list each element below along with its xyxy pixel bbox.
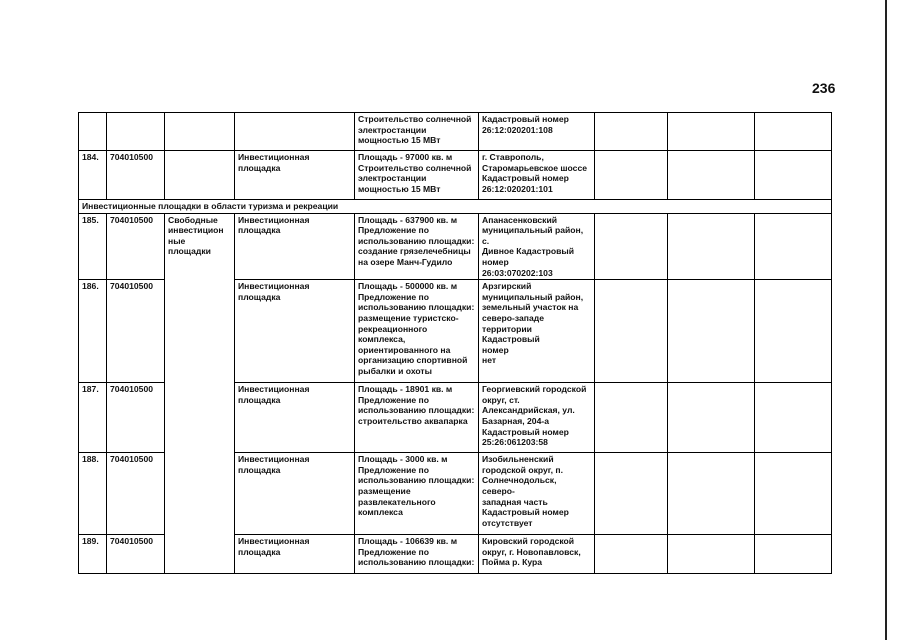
code-cell — [107, 113, 165, 151]
empty-cell — [755, 113, 832, 151]
location-cell: г. Ставрополь, Старомарьевское шоссе Кадастровый номер 26:12:020201:101 — [479, 151, 595, 200]
row-number-cell: 185. — [79, 213, 107, 280]
empty-cell — [755, 280, 832, 383]
description-cell: Площадь - 637900 кв. м Предложение по использованию площадки: создание грязелечебницы на озере Манч-Гудило — [355, 213, 479, 280]
empty-cell — [668, 453, 755, 535]
description-cell: Площадь - 500000 кв. м Предложение по использованию площадки: размещение туристско- рекреационного комплекса, ориентированного на организацию спортивной рыбалки и охоты — [355, 280, 479, 383]
location-cell: Апанасенковский муниципальный район, с. Дивное Кадастровый номер 26:03:070202:103 — [479, 213, 595, 280]
row-number-cell: 187. — [79, 383, 107, 453]
description-cell: Площадь - 3000 кв. м Предложение по использованию площадки: размещение развлекательного комплекса — [355, 453, 479, 535]
row-number-cell: 188. — [79, 453, 107, 535]
empty-cell — [595, 453, 668, 535]
description-cell: Площадь - 97000 кв. м Строительство солнечной электростанции мощностью 15 МВт — [355, 151, 479, 200]
row-number-cell — [79, 113, 107, 151]
empty-cell — [668, 535, 755, 574]
page-number: 236 — [812, 80, 836, 96]
code-cell: 704010500 — [107, 151, 165, 200]
type-cell — [235, 113, 355, 151]
type-cell: Инвестиционная площадка — [235, 383, 355, 453]
row-number-cell: 184. — [79, 151, 107, 200]
type-cell: Инвестиционная площадка — [235, 535, 355, 574]
table-row — [79, 151, 832, 200]
category-cell — [165, 113, 235, 151]
description-cell: Площадь - 18901 кв. м Предложение по использованию площадки: строительство аквапарка — [355, 383, 479, 453]
empty-cell — [595, 151, 668, 200]
type-cell: Инвестиционная площадка — [235, 453, 355, 535]
empty-cell — [668, 113, 755, 151]
empty-cell — [755, 453, 832, 535]
page-edge-line — [885, 0, 887, 640]
type-cell: Инвестиционная площадка — [235, 280, 355, 383]
code-cell: 704010500 — [107, 280, 165, 383]
empty-cell — [668, 383, 755, 453]
code-cell: 704010500 — [107, 213, 165, 280]
empty-cell — [595, 213, 668, 280]
table-row — [79, 213, 832, 280]
table-row — [79, 113, 832, 151]
empty-cell — [755, 151, 832, 200]
empty-cell — [755, 535, 832, 574]
location-cell: Кадастровый номер 26:12:020201:108 — [479, 113, 595, 151]
empty-cell — [755, 213, 832, 280]
empty-cell — [668, 280, 755, 383]
description-cell: Строительство солнечной электростанции мощностью 15 МВт — [355, 113, 479, 151]
category-cell — [165, 151, 235, 200]
category-cell: Свободные инвестицион ные площадки — [165, 213, 235, 574]
row-number-cell: 186. — [79, 280, 107, 383]
code-cell: 704010500 — [107, 535, 165, 574]
type-cell: Инвестиционная площадка — [235, 213, 355, 280]
empty-cell — [595, 113, 668, 151]
empty-cell — [668, 151, 755, 200]
location-cell: Арзгирский муниципальный район, земельный участок на северо-западе территории Кадастровый номер нет — [479, 280, 595, 383]
section-title: Инвестиционные площадки в области туризма и рекреации — [79, 200, 832, 214]
empty-cell — [595, 383, 668, 453]
description-cell: Площадь - 106639 кв. м Предложение по использованию площадки: — [355, 535, 479, 574]
location-cell: Георгиевский городской округ, ст. Александрийская, ул. Базарная, 204-а Кадастровый номер 25:26:061203:58 — [479, 383, 595, 453]
location-cell: Кировский городской округ, г. Новопавловск, Пойма р. Кура — [479, 535, 595, 574]
type-cell: Инвестиционная площадка — [235, 151, 355, 200]
code-cell: 704010500 — [107, 453, 165, 535]
investment-sites-table — [78, 112, 832, 574]
section-header-row — [79, 200, 832, 214]
row-number-cell: 189. — [79, 535, 107, 574]
location-cell: Изобильненский городской округ, п. Солнечнодольск, северо- западная часть Кадастровый номер отсутствует — [479, 453, 595, 535]
empty-cell — [595, 280, 668, 383]
empty-cell — [668, 213, 755, 280]
code-cell: 704010500 — [107, 383, 165, 453]
empty-cell — [595, 535, 668, 574]
empty-cell — [755, 383, 832, 453]
